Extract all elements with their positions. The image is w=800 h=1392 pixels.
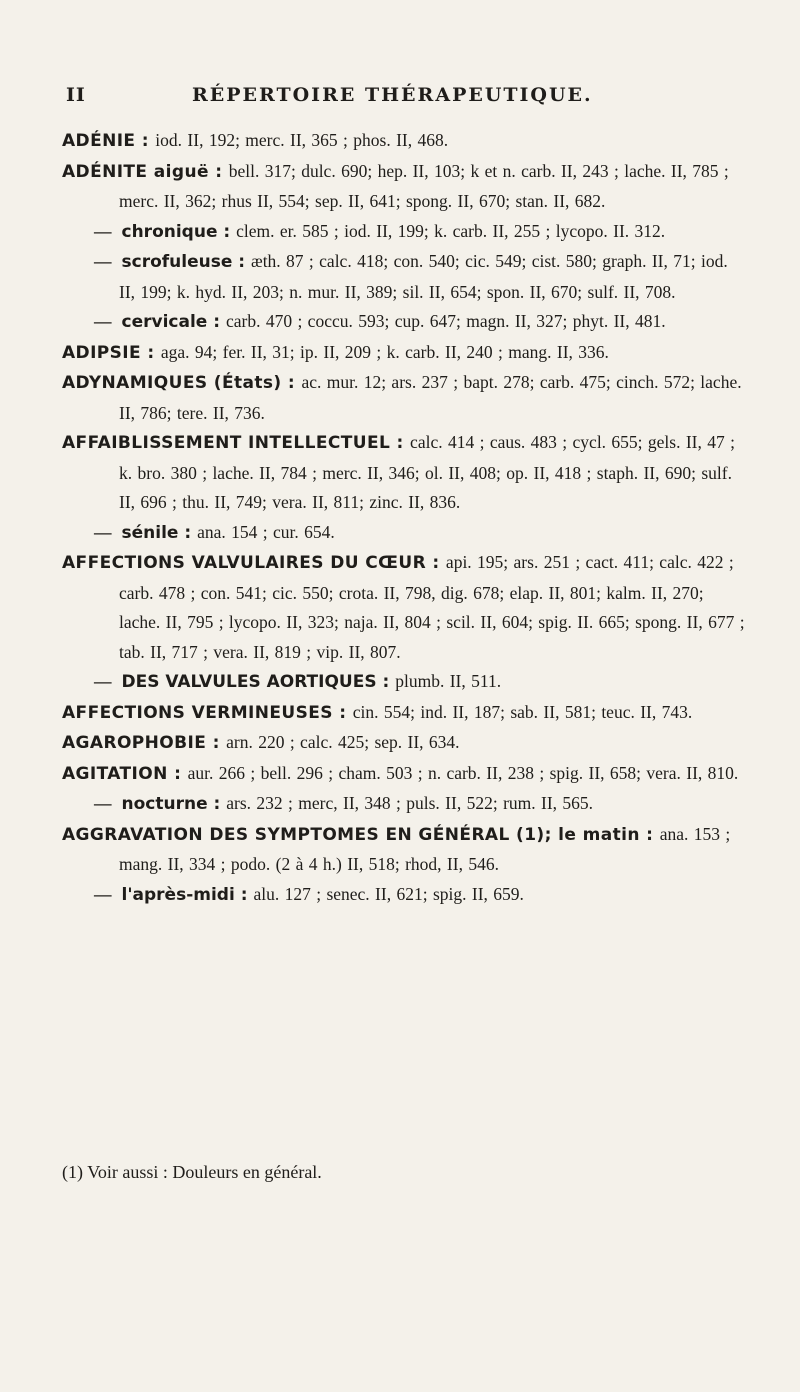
entry-separator: : [390,433,411,453]
entry-heading: ADÉNIE [62,131,136,151]
entry-separator: : [639,824,660,845]
entry-heading: AFFECTIONS VALVULAIRES DU CŒUR [62,553,427,573]
entry-dash: — [94,220,112,241]
index-subentry [62,217,748,248]
entry-separator: : [167,763,188,784]
index-entries [62,126,748,910]
entry-dash: — [94,311,112,331]
page-title: RÉPERTOIRE THÉRAPEUTIQUE. [192,84,593,106]
entry-separator: : [217,221,237,242]
entry-remedies: aga. 94; fer. II, 31; ip. II, 209 ; k. carb. II, 240 ; mang. II, 336. [160,341,609,362]
footnote-marker: (1) [62,1162,83,1182]
entry-separator: aiguë : [147,161,229,182]
index-entry [62,338,748,369]
entry-separator: : [281,373,302,393]
subentry-heading: chronique [121,221,218,242]
entry-dash: — [94,883,112,904]
entry-heading: AGAROPHOBIE [62,733,207,753]
entry-dash: — [94,251,112,271]
entry-heading: AFFAIBLISSEMENT INTELLECTUEL [62,433,391,453]
index-entry [62,728,748,759]
entry-remedies: ana. 154 ; cur. 654. [197,521,335,542]
entry-remedies: alu. 127 ; senec. II, 621; spig. II, 659. [253,883,524,904]
entry-separator: : [206,733,227,753]
entry-heading: ADÉNITE [62,161,148,182]
entry-separator: : [376,672,396,692]
index-entry [62,759,748,790]
subentry-heading: l'après-midi [121,884,235,905]
index-entry [62,157,748,217]
subentry-heading: cervicale [121,312,208,332]
entry-heading: ADIPSIE [62,342,142,363]
entry-remedies: ac. mur. 12; ars. 237 ; bapt. 278; carb. 475; cinch. 572; lache. II, 786; tere. II, 736. [119,372,742,423]
page-number: II [66,84,86,106]
index-entry [62,126,748,157]
entry-separator: : [426,553,446,573]
entry-separator: : [207,312,226,332]
entry-heading: AGGRAVATION DES SYMPTOMES EN GÉNÉRAL (1); le matin [62,824,640,845]
subentry-heading: scrofuleuse [121,252,233,272]
entry-heading: ADYNAMIQUES (États) [62,373,282,393]
entry-dash: — [94,671,112,691]
entry-remedies: iod. II, 192; merc. II, 365 ; phos. II, 468. [155,130,449,150]
entry-remedies: ana. 153 ; mang. II, 334 ; podo. (2 à 4 h.) II, 518; rhod, II, 546. [119,823,731,874]
entry-remedies: api. 195; ars. 251 ; cact. 411; calc. 422 ; carb. 478 ; con. 541; cic. 550; crota. II, 798, dig. 678; elap. II, 801; kalm. II, 270; lache. II, 795 ; lycopo. II, 323; naja. II, 804 ; scil. II, 604; spig. II. 665; spong. II, 677 ; tab. II, 717 ; vera. II, 819 ; vip. II, 807. [119,552,745,662]
entry-separator: : [141,342,161,363]
entry-remedies: æth. 87 ; calc. 418; con. 540; cic. 549; cist. 580; graph. II, 71; iod. II, 199; k. hyd. II, 203; n. mur. II, 389; sil. II, 654; spon. II, 670; sulf. II, 708. [119,251,728,302]
entry-remedies: aur. 266 ; bell. 296 ; cham. 503 ; n. carb. II, 238 ; spig. II, 658; vera. II, 810. [187,762,739,783]
index-entry [62,820,748,880]
index-subentry [62,247,748,307]
entry-remedies: arn. 220 ; calc. 425; sep. II, 634. [226,732,460,752]
index-subentry [62,518,748,549]
entry-heading: AFFECTIONS VERMINEUSES [62,702,333,723]
entry-heading: AGITATION [62,763,168,784]
entry-remedies: carb. 470 ; coccu. 593; cup. 647; magn. II, 327; phyt. II, 481. [225,311,666,331]
footnote [62,1159,748,1185]
index-subentry [62,880,748,911]
entry-remedies: calc. 414 ; caus. 483 ; cycl. 655; gels. II, 47 ; k. bro. 380 ; lache. II, 784 ; merc. II, 346; ol. II, 408; op. II, 418 ; staph. II, 690; sulf. II, 696 ; thu. II, 749; vera. II, 811; zinc. II, 836. [119,432,735,512]
entry-separator: : [135,131,156,151]
entry-remedies: cin. 554; ind. II, 187; sab. II, 581; teuc. II, 743. [352,701,693,722]
footnote-text: Voir aussi : Douleurs en général. [87,1162,322,1182]
entry-remedies: clem. er. 585 ; iod. II, 199; k. carb. II, 255 ; lycopo. II. 312. [236,220,666,241]
index-subentry [62,667,748,698]
entry-separator: : [332,702,353,723]
entry-remedies: ars. 232 ; merc, II, 348 ; puls. II, 522; rum. II, 565. [226,793,594,813]
entry-remedies: plumb. II, 511. [395,671,502,691]
entry-separator: : [232,252,252,272]
index-subentry [62,307,748,338]
entry-remedies: bell. 317; dulc. 690; hep. II, 103; k et n. carb. II, 243 ; lache. II, 785 ; merc. II, 362; rhus II, 554; sep. II, 641; spong. II, 670; stan. II, 682. [119,160,729,211]
entry-dash: — [94,521,112,542]
subentry-heading: DES VALVULES AORTIQUES [121,672,377,692]
subentry-heading: sénile [121,522,179,543]
subentry-heading: nocturne [121,794,208,814]
entry-separator: : [207,794,227,814]
entry-separator: : [234,884,254,905]
entry-separator: : [178,522,198,543]
index-entry [62,548,748,667]
entry-dash: — [94,793,112,813]
index-entry [62,428,748,518]
index-entry [62,368,748,428]
index-subentry [62,789,748,820]
index-entry [62,698,748,729]
